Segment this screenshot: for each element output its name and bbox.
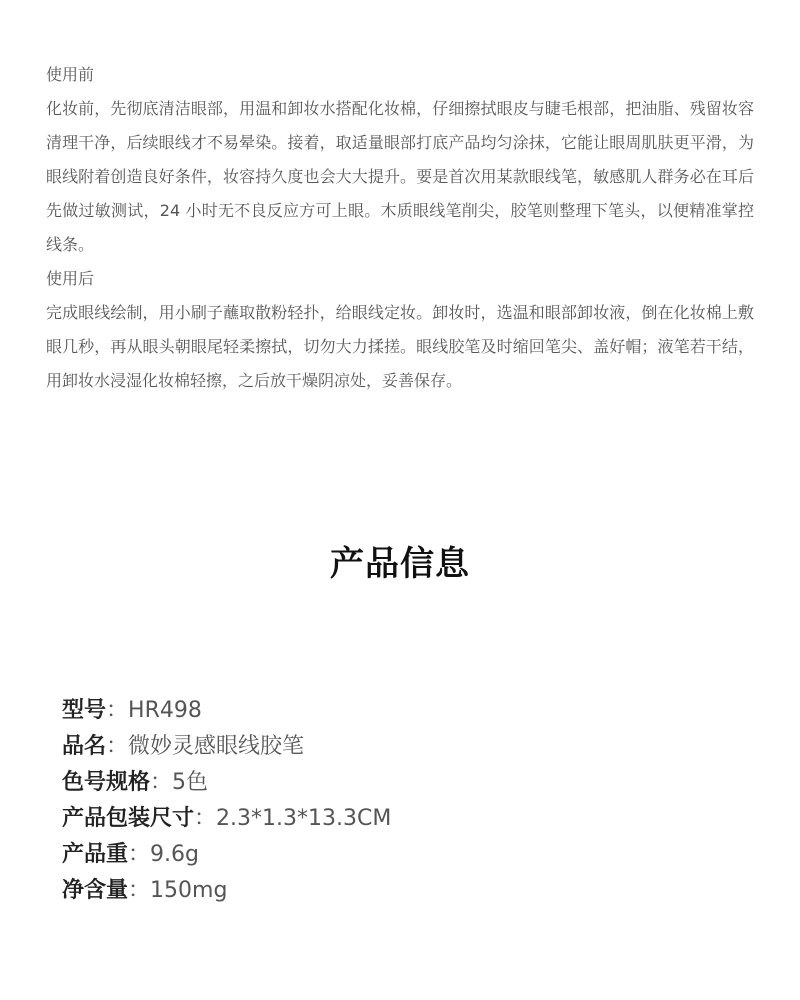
spec-row-net-content	[62, 873, 742, 909]
spec-label: 净含量	[62, 878, 129, 903]
spec-label: 色号规格	[62, 770, 151, 795]
spec-separator: ：	[106, 734, 129, 759]
spec-separator: ：	[128, 842, 151, 867]
product-spec-list	[62, 693, 742, 909]
spec-label: 产品重	[62, 842, 129, 867]
spec-row-model	[62, 693, 742, 729]
spec-separator: ：	[106, 698, 129, 723]
product-info-title: 产品信息	[330, 544, 470, 584]
spec-separator: ：	[194, 806, 217, 831]
spec-row-package-size	[62, 801, 742, 837]
spec-separator: ：	[128, 878, 151, 903]
spec-row-name	[62, 729, 742, 765]
before-use-text: 化妆前，先彻底清洁眼部，用温和卸妆水搭配化妆棉，仔细擦拭眼皮与睫毛根部，把油脂、残留妆容清理干净，后续眼线才不易晕染。接着，取适量眼部打底产品均匀涂抹，它能让眼周肌肤更平滑，为眼线附着创造良好条件，妆容持久度也会大大提升。要是首次用某款眼线笔，敏感肌人群务必在耳后先做过敏测试，24 小时无不良反应方可上眼。木质眼线笔削尖，胶笔则整理下笔头，以便精准掌控线条。	[46, 99, 754, 254]
spec-label: 型号	[62, 698, 107, 723]
before-use-heading: 使用前	[46, 65, 95, 84]
spec-value: 150mg	[150, 878, 228, 903]
after-use-text: 完成眼线绘制，用小刷子蘸取散粉轻扑，给眼线定妆。卸妆时，选温和眼部卸妆液，倒在化妆棉上敷眼几秒，再从眼头朝眼尾轻柔擦拭，切勿大力揉搓。眼线胶笔及时缩回笔尖、盖好帽；液笔若干结，用卸妆水浸湿化妆棉轻擦，之后放干燥阴凉处，妥善保存。	[46, 303, 754, 390]
spec-label: 产品包装尺寸	[62, 806, 195, 831]
spec-value: 微妙灵感眼线胶笔	[128, 734, 305, 759]
spec-row-shades	[62, 765, 742, 801]
spec-value: 2.3*1.3*13.3CM	[216, 806, 392, 831]
spec-separator: ：	[150, 770, 173, 795]
spec-row-weight	[62, 837, 742, 873]
after-use-heading: 使用后	[46, 269, 95, 288]
spec-value: HR498	[128, 698, 202, 723]
spec-label: 品名	[62, 734, 107, 759]
spec-value: 5色	[172, 770, 209, 795]
spec-value: 9.6g	[150, 842, 199, 867]
usage-instructions	[46, 58, 754, 398]
